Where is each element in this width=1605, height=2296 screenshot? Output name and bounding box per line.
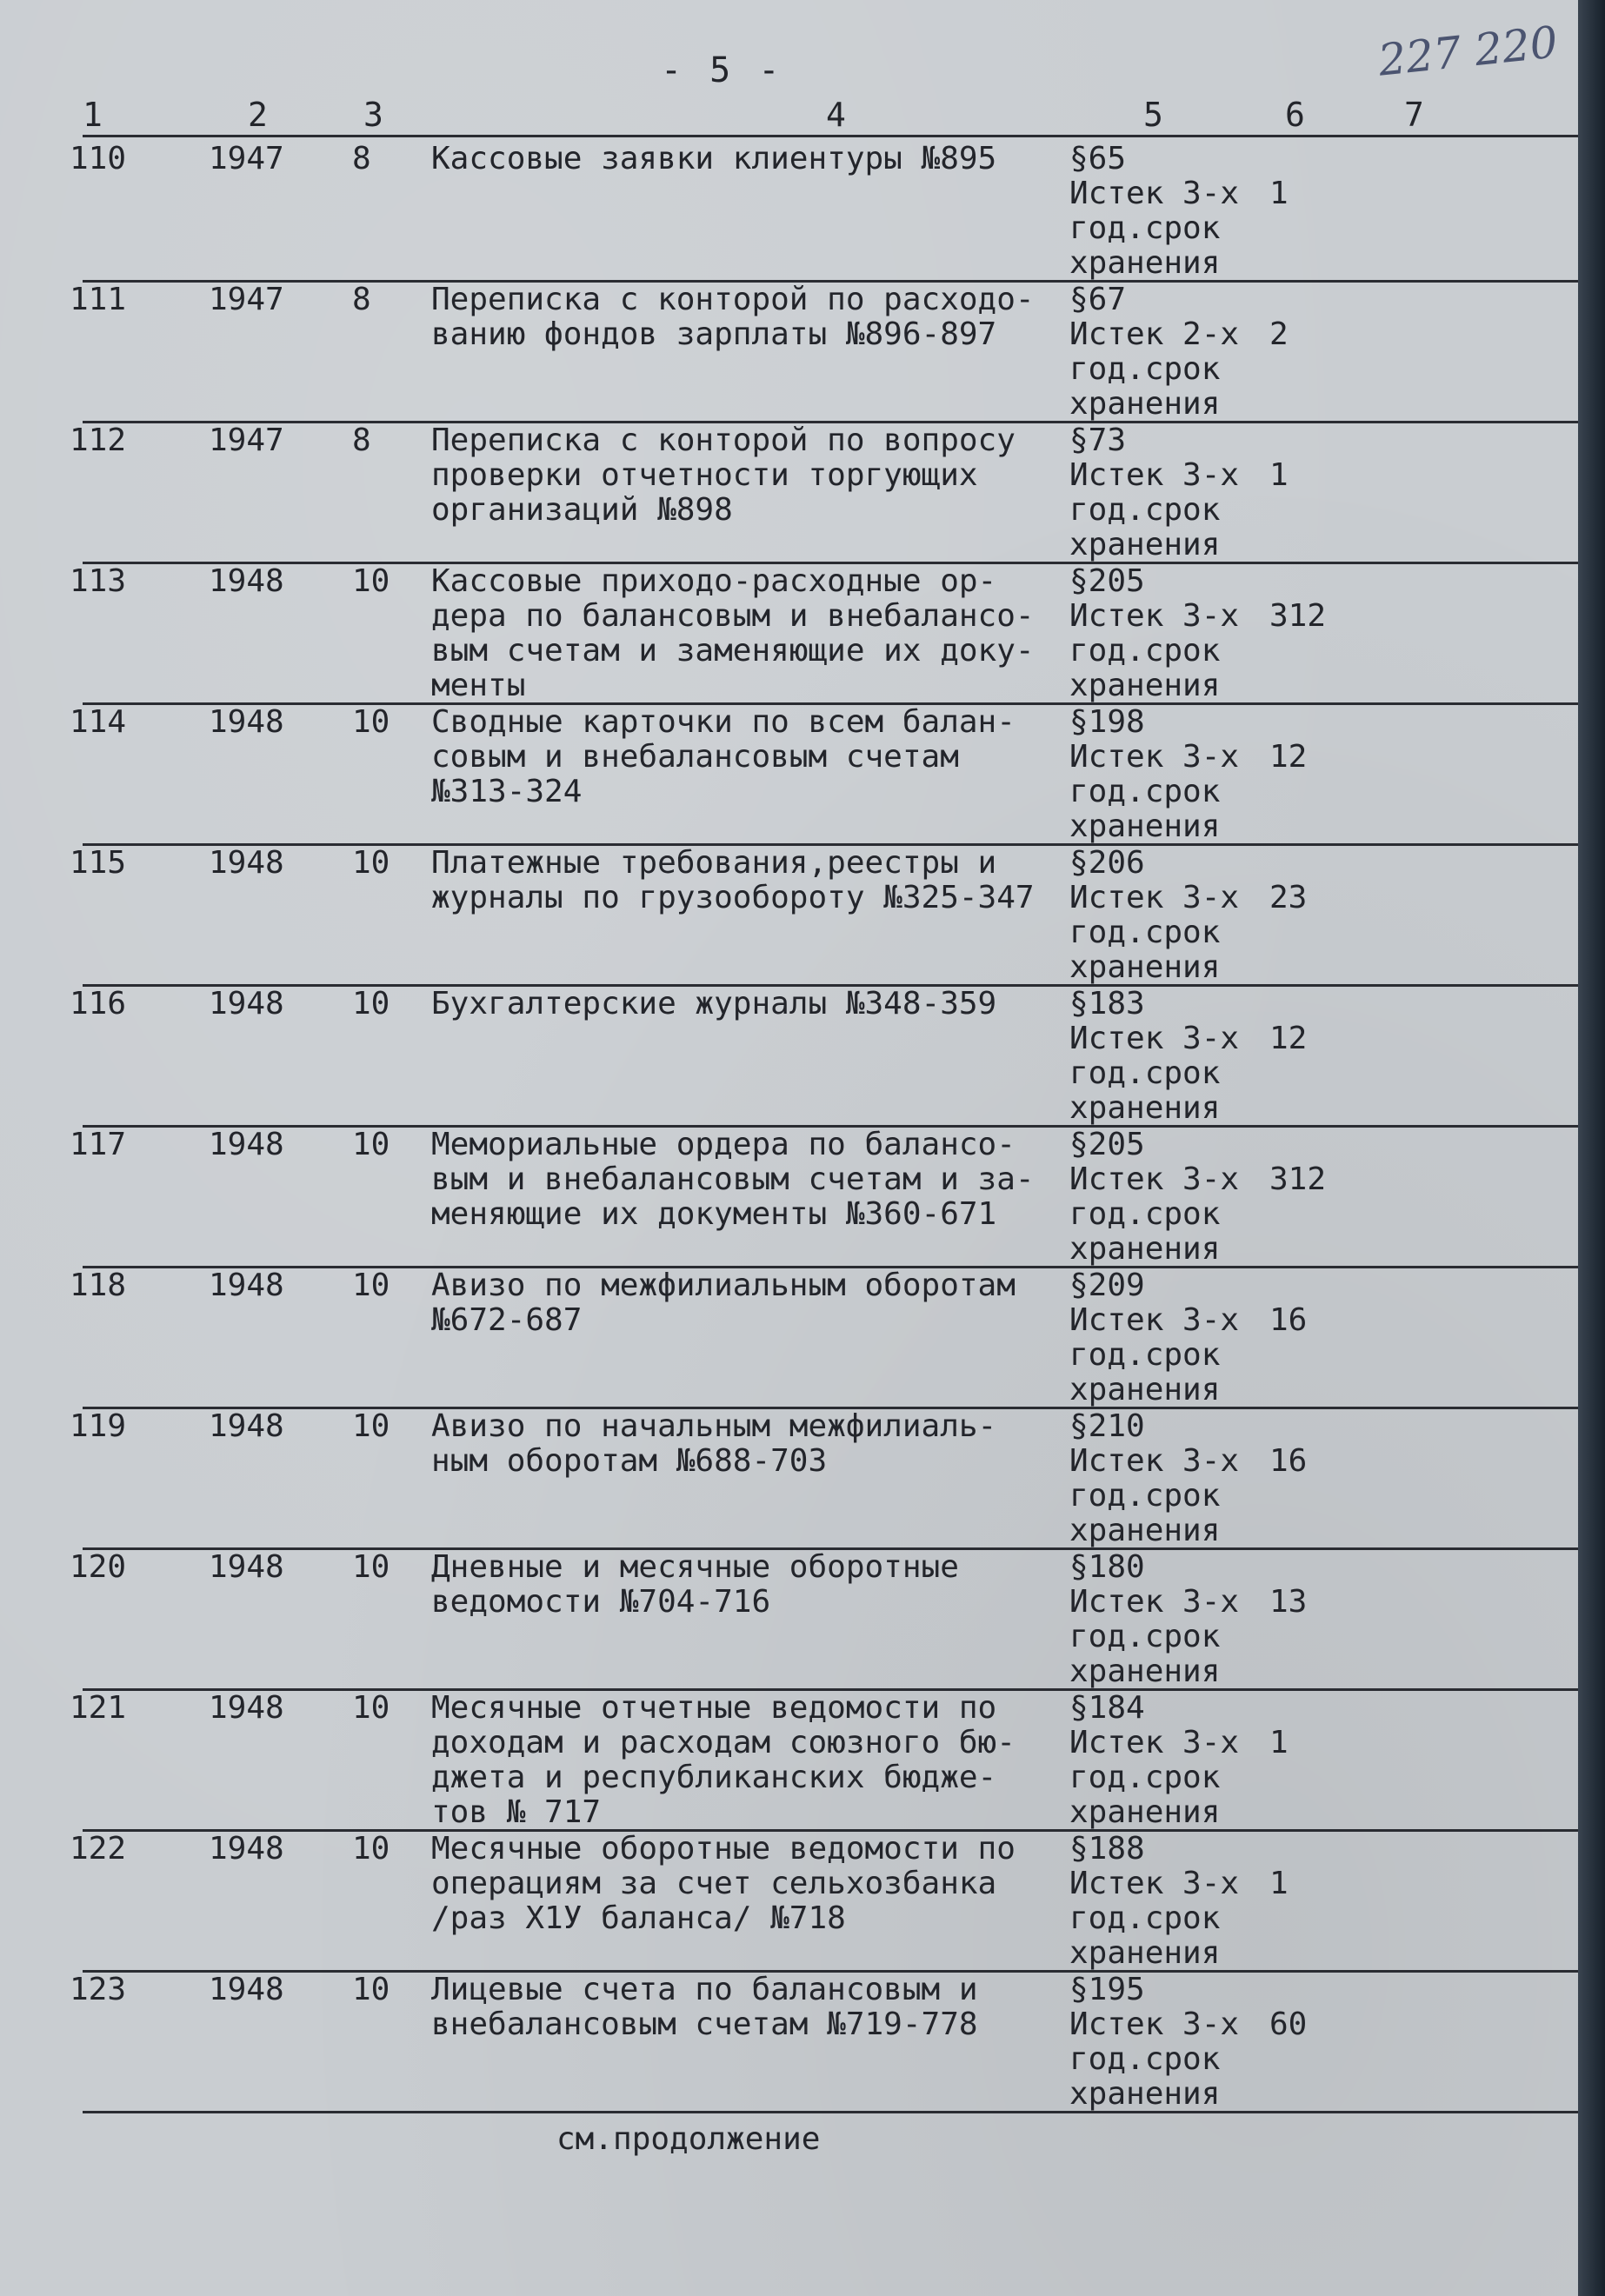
entry-year: 1947 xyxy=(209,282,284,317)
column-number-6: 6 xyxy=(1285,96,1305,134)
inventory-entry xyxy=(0,1550,1578,1691)
entry-title: Кассовые приходо-расходные ор- дера по балансовым и внебалансо- вым счетам и заменяющие их доку- менты xyxy=(431,563,1035,703)
entry-column-3: 8 xyxy=(352,423,371,458)
header-divider xyxy=(83,135,1578,137)
entry-sheet-count: 2 xyxy=(1269,316,1289,352)
entry-retention-article: §210 Истек 3-х год.срок хранения xyxy=(1069,1408,1240,1548)
entry-sheet-count: 16 xyxy=(1269,1443,1308,1479)
entry-number: 114 xyxy=(70,704,127,740)
entry-retention-article: §73 Истек 3-х год.срок хранения xyxy=(1069,423,1240,562)
entry-number: 110 xyxy=(70,141,127,176)
inventory-entry xyxy=(0,1832,1578,1973)
inventory-entry xyxy=(0,987,1578,1128)
entry-column-3: 8 xyxy=(352,282,371,317)
entry-title: Авизо по межфилиальным оборотам №672-687 xyxy=(431,1268,1016,1338)
column-number-3: 3 xyxy=(363,96,383,134)
entry-retention-article: §183 Истек 3-х год.срок хранения xyxy=(1069,986,1240,1126)
entry-sheet-count: 312 xyxy=(1269,1161,1327,1197)
entry-title: Переписка с конторой по расходо- ванию фондов зарплаты №896-897 xyxy=(431,282,1035,352)
entry-column-3: 8 xyxy=(352,141,371,176)
entry-year: 1948 xyxy=(209,1268,284,1303)
entry-retention-article: §180 Истек 3-х год.срок хранения xyxy=(1069,1549,1240,1689)
entry-retention-article: §206 Истек 3-х год.срок хранения xyxy=(1069,845,1240,985)
entry-title: Месячные отчетные ведомости по доходам и расходам союзного бю- джета и республиканских бюдже- тов № 717 xyxy=(431,1690,1016,1830)
entry-sheet-count: 13 xyxy=(1269,1584,1308,1620)
entry-sheet-count: 12 xyxy=(1269,1021,1308,1056)
entry-title: Дневные и месячные оборотные ведомости №704-716 xyxy=(431,1549,959,1620)
entry-number: 111 xyxy=(70,282,127,317)
entry-retention-article: §205 Истек 3-х год.срок хранения xyxy=(1069,1127,1240,1267)
entry-title: Кассовые заявки клиентуры №895 xyxy=(431,141,997,176)
inventory-entry xyxy=(0,1409,1578,1550)
entry-year: 1948 xyxy=(209,986,284,1022)
entry-number: 118 xyxy=(70,1268,127,1303)
entry-number: 122 xyxy=(70,1831,127,1867)
entry-column-3: 10 xyxy=(352,704,390,740)
entry-year: 1948 xyxy=(209,1690,284,1726)
entry-title: Лицевые счета по балансовым и внебалансовым счетам №719-778 xyxy=(431,1972,978,2042)
entry-sheet-count: 23 xyxy=(1269,880,1308,915)
entry-year: 1948 xyxy=(209,845,284,881)
entry-year: 1948 xyxy=(209,1972,284,2007)
entry-column-3: 10 xyxy=(352,1831,390,1867)
inventory-entry xyxy=(0,1268,1578,1409)
continuation-note: см.продолжение xyxy=(556,2121,821,2157)
entry-retention-article: §65 Истек 3-х год.срок хранения xyxy=(1069,141,1240,281)
entry-sheet-count: 16 xyxy=(1269,1302,1308,1338)
column-number-2: 2 xyxy=(248,96,268,134)
handwritten-archive-mark: 227 220 xyxy=(1375,17,1561,86)
entry-number: 117 xyxy=(70,1127,127,1162)
entry-year: 1948 xyxy=(209,704,284,740)
entry-sheet-count: 1 xyxy=(1269,176,1289,211)
entry-sheet-count: 1 xyxy=(1269,457,1289,493)
entry-retention-article: §188 Истек 3-х год.срок хранения xyxy=(1069,1831,1240,1971)
entry-year: 1947 xyxy=(209,141,284,176)
entry-column-3: 10 xyxy=(352,1972,390,2007)
entry-retention-article: §67 Истек 2-х год.срок хранения xyxy=(1069,282,1240,422)
entry-title: Сводные карточки по всем балан- совым и внебалансовым счетам №313-324 xyxy=(431,704,1016,809)
column-number-5: 5 xyxy=(1143,96,1163,134)
entry-sheet-count: 60 xyxy=(1269,2007,1308,2042)
entry-title: Переписка с конторой по вопросу проверки отчетности торгующих организаций №898 xyxy=(431,423,1016,528)
entry-column-3: 10 xyxy=(352,986,390,1022)
entry-year: 1947 xyxy=(209,423,284,458)
entry-title: Мемориальные ордера по балансо- вым и внебалансовым счетам и за- меняющие их документы №360-671 xyxy=(431,1127,1035,1232)
scan-background-edge xyxy=(1578,0,1605,2296)
entry-retention-article: §205 Истек 3-х год.срок хранения xyxy=(1069,563,1240,703)
column-number-1: 1 xyxy=(83,96,103,134)
entry-retention-article: §184 Истек 3-х год.срок хранения xyxy=(1069,1690,1240,1830)
inventory-entry xyxy=(0,564,1578,705)
entry-year: 1948 xyxy=(209,1831,284,1867)
entry-number: 119 xyxy=(70,1408,127,1444)
entry-column-3: 10 xyxy=(352,1268,390,1303)
entry-number: 115 xyxy=(70,845,127,881)
entry-column-3: 10 xyxy=(352,845,390,881)
entry-number: 120 xyxy=(70,1549,127,1585)
entry-number: 123 xyxy=(70,1972,127,2007)
entry-sheet-count: 12 xyxy=(1269,739,1308,775)
entry-year: 1948 xyxy=(209,1408,284,1444)
column-number-4: 4 xyxy=(826,96,846,134)
inventory-entry xyxy=(0,1691,1578,1832)
inventory-entry xyxy=(0,1973,1578,2113)
entry-column-3: 10 xyxy=(352,1127,390,1162)
entry-column-3: 10 xyxy=(352,1549,390,1585)
inventory-entry xyxy=(0,423,1578,564)
inventory-entry xyxy=(0,283,1578,423)
entry-year: 1948 xyxy=(209,1127,284,1162)
entry-sheet-count: 1 xyxy=(1269,1725,1289,1760)
row-divider xyxy=(83,2111,1578,2113)
entry-title: Месячные оборотные ведомости по операциям за счет сельхозбанка /раз Х1У баланса/ №718 xyxy=(431,1831,1016,1936)
inventory-entry xyxy=(0,1128,1578,1268)
entry-year: 1948 xyxy=(209,1549,284,1585)
entry-column-3: 10 xyxy=(352,1408,390,1444)
entry-column-3: 10 xyxy=(352,1690,390,1726)
entry-retention-article: §209 Истек 3-х год.срок хранения xyxy=(1069,1268,1240,1408)
page-number: - 5 - xyxy=(661,50,783,90)
inventory-entry xyxy=(0,846,1578,987)
entry-retention-article: §195 Истек 3-х год.срок хранения xyxy=(1069,1972,1240,2112)
entry-column-3: 10 xyxy=(352,563,390,599)
entry-number: 116 xyxy=(70,986,127,1022)
entry-number: 113 xyxy=(70,563,127,599)
inventory-entry xyxy=(0,142,1578,283)
entry-title: Авизо по начальным межфилиаль- ным оборотам №688-703 xyxy=(431,1408,997,1479)
entry-sheet-count: 1 xyxy=(1269,1866,1289,1901)
inventory-entry xyxy=(0,705,1578,846)
entry-number: 112 xyxy=(70,423,127,458)
entry-title: Платежные требования,реестры и журналы по грузообороту №325-347 xyxy=(431,845,1035,915)
entry-retention-article: §198 Истек 3-х год.срок хранения xyxy=(1069,704,1240,844)
entry-number: 121 xyxy=(70,1690,127,1726)
entry-year: 1948 xyxy=(209,563,284,599)
column-number-7: 7 xyxy=(1404,96,1424,134)
entry-sheet-count: 312 xyxy=(1269,598,1327,634)
entry-title: Бухгалтерские журналы №348-359 xyxy=(431,986,997,1022)
